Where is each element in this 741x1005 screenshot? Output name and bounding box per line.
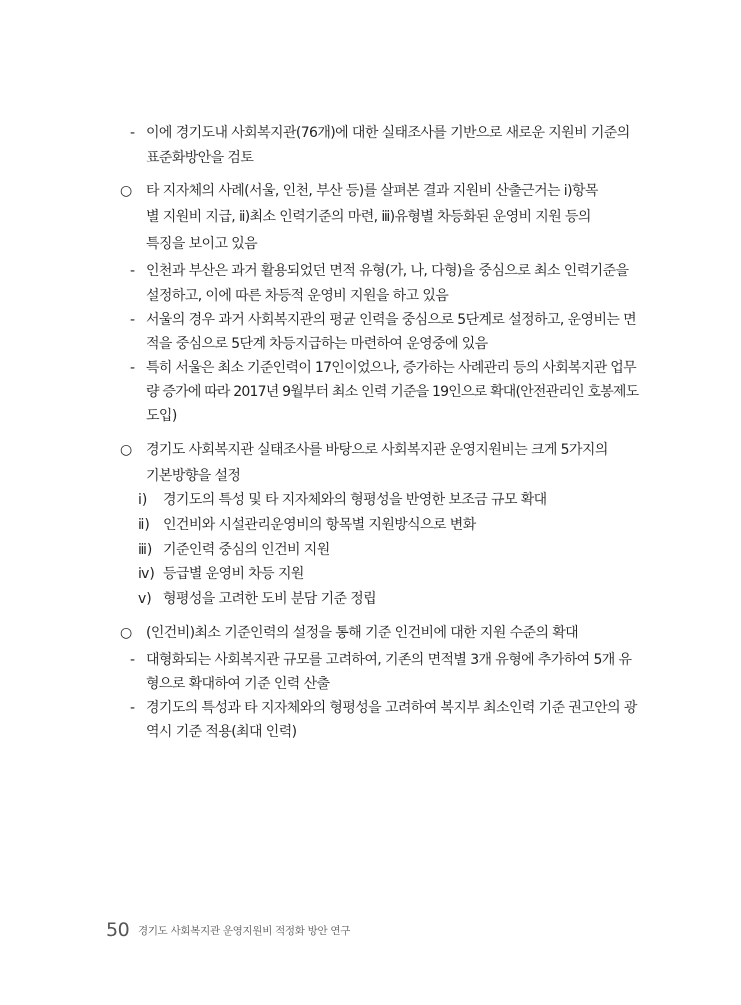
circle-marker: ○: [120, 625, 133, 641]
body-line: 특히 서울은 최소 기준인력이 17인이었으나, 증가하는 사례관리 등의 사회복지관 업무: [146, 360, 636, 376]
dash-marker: -: [130, 125, 136, 141]
page-number: 50: [106, 919, 130, 941]
list-item: 인건비와 시설관리운영비의 항목별 지원방식으로 변화: [163, 517, 476, 533]
body-line: 형으로 확대하여 기준 인력 산출: [146, 676, 330, 692]
list-item: 형평성을 고려한 도비 분담 기준 정립: [163, 591, 377, 607]
dash-marker: -: [130, 312, 136, 328]
body-line: 타 지자체의 사례(서울, 인천, 부산 등)를 살펴본 결과 지원비 산출근거는 ⅰ)항목: [146, 183, 598, 199]
body-line: 특징을 보이고 있음: [146, 236, 258, 252]
roman-numeral: ⅳ): [138, 566, 155, 582]
running-title: 경기도 사회복지관 운영지원비 적정화 방안 연구: [138, 925, 351, 937]
body-line: 경기도 사회복지관 실태조사를 바탕으로 사회복지관 운영지원비는 크게 5가지의: [146, 442, 608, 458]
list-item: 기준인력 중심의 인건비 지원: [163, 542, 330, 558]
circle-marker: ○: [120, 183, 133, 199]
roman-numeral: ⅴ): [138, 591, 152, 607]
roman-numeral: ⅰ): [138, 492, 148, 508]
body-line: 표준화방안을 검토: [146, 150, 254, 166]
body-line: 인천과 부산은 과거 활용되었던 면적 유형(가, 나, 다형)을 중심으로 최소 인력기준을: [146, 263, 629, 279]
body-line: 이에 경기도내 사회복지관(76개)에 대한 실태조사를 기반으로 새로운 지원비 기준의: [146, 125, 630, 141]
body-line: 경기도의 특성과 타 지자체와의 형평성을 고려하여 복지부 최소인력 기준 권고안의 광: [146, 700, 637, 716]
body-line: 설정하고, 이에 따른 차등적 운영비 지원을 하고 있음: [146, 288, 449, 304]
body-line: 역시 기준 적용(최대 인력): [146, 724, 297, 740]
list-item: 경기도의 특성 및 타 지자체와의 형평성을 반영한 보조금 규모 확대: [163, 492, 547, 508]
circle-marker: ○: [120, 442, 133, 458]
dash-marker: -: [130, 360, 136, 376]
body-line: 기본방향을 설정: [146, 468, 241, 484]
roman-numeral: ⅲ): [138, 542, 153, 558]
body-line: 대형화되는 사회복지관 규모를 고려하여, 기존의 면적별 3개 유형에 추가하여 5개 유: [146, 652, 632, 668]
list-item: 등급별 운영비 차등 지원: [163, 566, 304, 582]
body-line: 적을 중심으로 5단계 차등지급하는 마련하여 운영중에 있음: [146, 336, 488, 352]
body-line: (인건비)최소 기준인력의 설정을 통해 기준 인건비에 대한 지원 수준의 확대: [146, 625, 579, 641]
dash-marker: -: [130, 263, 136, 279]
body-line: 량 증가에 따라 2017년 9월부터 최소 인력 기준을 19인으로 확대(안전관리인 호봉제도: [146, 384, 639, 400]
roman-numeral: ⅱ): [138, 517, 150, 533]
body-line: 도입): [146, 408, 177, 424]
body-line: 별 지원비 지급, ⅱ)최소 인력기준의 마련, ⅲ)유형별 차등화된 운영비 지원 등의: [146, 209, 591, 225]
dash-marker: -: [130, 700, 136, 716]
dash-marker: -: [130, 652, 136, 668]
body-line: 서울의 경우 과거 사회복지관의 평균 인력을 중심으로 5단계로 설정하고, 운영비는 면: [146, 312, 637, 328]
